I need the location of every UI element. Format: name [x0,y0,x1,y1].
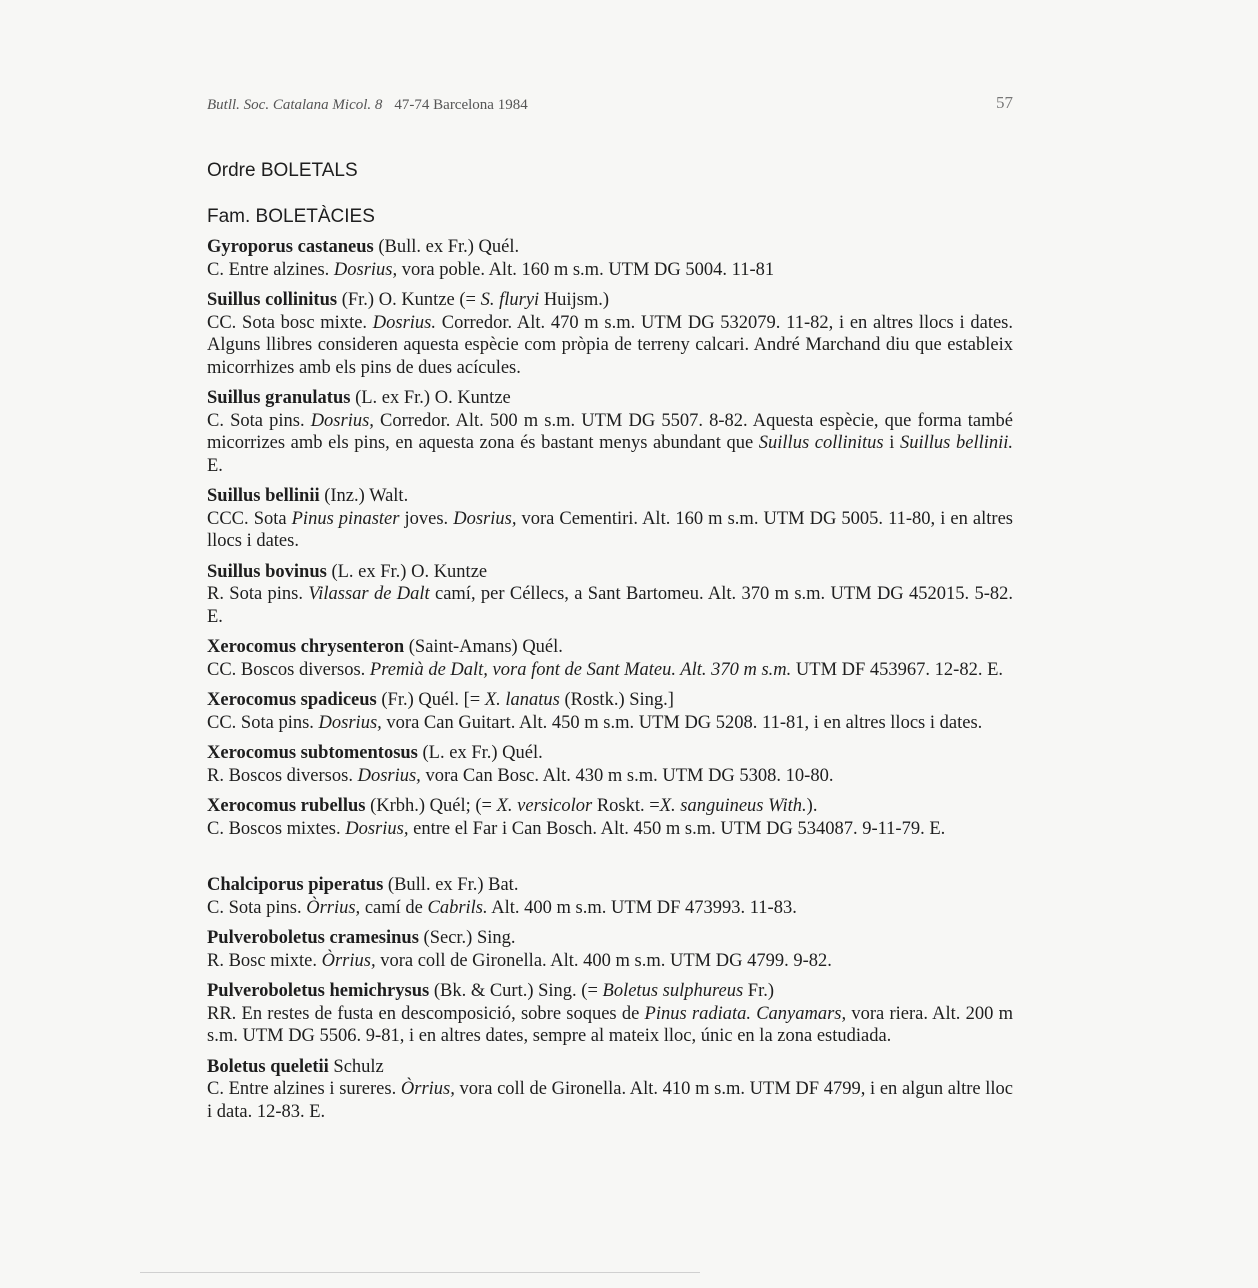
species-record: C. Entre alzines i sureres. Òrrius, vora coll de Gironella. Alt. 410 m s.m. UTM DF 4799, i en algun altre lloc i data. 12-83. E. [207,1079,1014,1122]
species-authority: (Saint-Amans) Quél. [404,637,563,657]
species-name: Suillus collinitus [207,290,338,310]
species-record: CC. Sota pins. Dosrius, vora Can Guitart. Alt. 450 m s.m. UTM DG 5208. 11-81, i en altres llocs i dates. [207,712,983,733]
species-record: RR. En restes de fusta en descomposició, sobre soques de Pinus radiata. Canyamars, vora riera. Alt. 200 m s.m. UTM DG 5506. 9-81, i en altres dates, sempre al mateix lloc, únic en la zona estudiada. [207,1003,1013,1046]
species-entry [207,289,1013,379]
species-title [207,485,1013,508]
species-entry [207,689,1013,734]
running-head [207,93,1013,114]
species-record: C. Sota pins. Dosrius, Corredor. Alt. 500 m s.m. UTM DG 5507. 8-82. Aquesta espècie, que forma també micorrizes amb els pins, en aquesta zona és bastant menys abundant que Suillus collinitus i Suillus bellinii. E. [207,410,1014,476]
species-entry [207,980,1013,1048]
species-record: R. Boscos diversos. Dosrius, vora Can Bosc. Alt. 430 m s.m. UTM DG 5308. 10-80. [207,765,834,786]
species-title [207,1056,1013,1079]
species-entry [207,874,1013,919]
species-title [207,561,1013,584]
species-title [207,980,1013,1003]
species-authority: (Inz.) Walt. [319,486,409,506]
species-title [207,742,1013,765]
species-authority: (Secr.) Sing. [418,928,516,948]
species-record: C. Boscos mixtes. Dosrius, entre el Far i Can Bosch. Alt. 450 m s.m. UTM DG 534087. 9-11-79. E. [207,818,946,839]
species-entry [207,927,1013,972]
species-authority: (Fr.) O. Kuntze (= S. fluryi Huijsm.) [337,290,610,310]
species-name: Xerocomus subtomentosus [207,743,418,763]
species-title [207,636,1013,659]
species-authority: (Fr.) Quél. [= X. lanatus (Rostk.) Sing.] [376,690,674,710]
species-authority: (L. ex Fr.) O. Kuntze [350,388,511,408]
species-name: Xerocomus rubellus [207,796,366,816]
species-authority: (Krbh.) Quél; (= X. versicolor Roskt. =X. sanguineus With.). [365,796,818,816]
species-entry [207,387,1013,477]
species-record: CC. Sota bosc mixte. Dosrius. Corredor. Alt. 470 m s.m. UTM DG 532079. 11-82, i en altres llocs i dates. Alguns llibres consideren aquesta espècie com pròpia de terreny calcari. André Marchand diu que estableix micorrhizes amb els pins de dues acícules. [207,312,1013,378]
species-title [207,689,1013,712]
species-name: Xerocomus spadiceus [207,690,377,710]
species-authority: (Bull. ex Fr.) Quél. [373,237,520,257]
order-heading: Ordre BOLETALS [207,160,358,181]
main-content [207,158,1013,1131]
species-title [207,795,1013,818]
species-name: Pulveroboletus hemichrysus [207,981,430,1001]
species-name: Xerocomus chrysenteron [207,637,405,657]
species-record: R. Bosc mixte. Òrrius, vora coll de Gironella. Alt. 400 m s.m. UTM DG 4799. 9-82. [207,950,832,971]
species-name: Gyroporus castaneus [207,237,374,257]
page-number: 57 [996,93,1013,112]
species-entry [207,636,1013,681]
species-title [207,289,1013,312]
family-heading: Fam. BOLETÀCIES [207,206,375,227]
species-entry [207,795,1013,840]
species-title [207,236,1013,259]
species-name: Pulveroboletus cramesinus [207,928,419,948]
pages-place-year: 47-74 Barcelona 1984 [394,97,528,113]
species-authority: (L. ex Fr.) O. Kuntze [326,561,488,582]
species-title [207,387,1013,410]
species-authority: (L. ex Fr.) Quél. [417,743,543,763]
species-entry [207,485,1013,553]
species-title [207,874,1013,897]
species-entry [207,236,1013,281]
species-name: Boletus queletii [207,1056,329,1077]
species-list [207,236,1013,1123]
species-entry [207,1056,1013,1124]
species-entry [207,742,1013,787]
species-name: Suillus bellinii [207,486,320,506]
species-name: Chalciporus piperatus [207,875,384,895]
species-title [207,927,1013,950]
species-authority: (Bk. & Curt.) Sing. (= Boletus sulphureus Fr.) [429,981,775,1001]
species-record: CC. Boscos diversos. Premià de Dalt, vora font de Sant Mateu. Alt. 370 m s.m. UTM DF 453967. 12-82. E. [207,659,1004,680]
species-authority: (Bull. ex Fr.) Bat. [383,875,519,895]
journal-citation: Butll. Soc. Catalana Micol. 8 [207,97,383,113]
species-entry [207,561,1013,629]
species-record: R. Sota pins. Vilassar de Dalt camí, per Céllecs, a Sant Bartomeu. Alt. 370 m s.m. UTM DG 452015. 5-82. E. [207,584,1013,627]
bottom-rule [140,1272,700,1273]
species-record: C. Entre alzines. Dosrius, vora poble. Alt. 160 m s.m. UTM DG 5004. 11-81 [207,259,775,280]
species-record: CCC. Sota Pinus pinaster joves. Dosrius, vora Cementiri. Alt. 160 m s.m. UTM DG 5005. 11-80, i en altres llocs i dates. [207,508,1013,551]
species-record: C. Sota pins. Òrrius, camí de Cabrils. Alt. 400 m s.m. UTM DF 473993. 11-83. [207,897,797,918]
species-name: Suillus bovinus [207,561,327,582]
species-authority: Schulz [328,1056,384,1077]
species-name: Suillus granulatus [207,388,351,408]
